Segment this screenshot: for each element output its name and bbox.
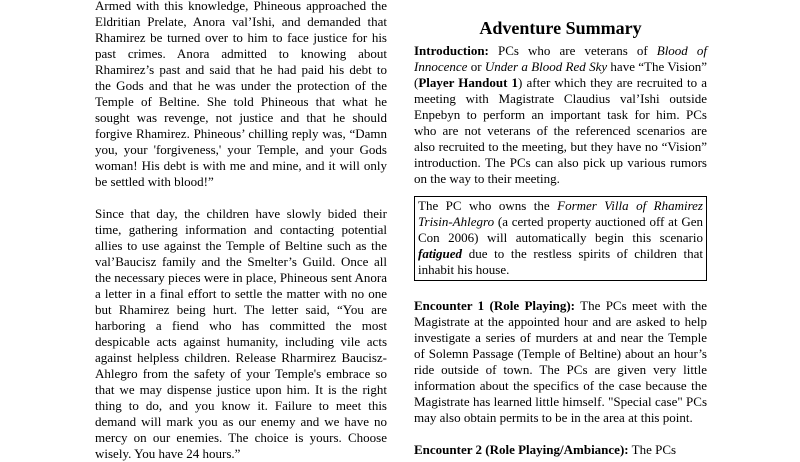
encounter-2-paragraph: Encounter 2 (Role Playing/Ambiance): The PCs <box>414 442 677 457</box>
right-column <box>414 0 707 458</box>
encounter-2-label: Encounter 2 (Role Playing/Ambiance): <box>414 442 629 457</box>
section-heading: Adventure Summary <box>479 18 642 38</box>
story-paragraph: Since that day, the children have slowly bided their time, gathering information and contacting potential allies to use against the Temple of Beltine such as the val’Baucisz family and the Smelter’s Guild. Once all the necessary pieces were in place, Phineous sent Anora a letter in a final effort to settle the matter with no one but Rhamirez being hurt. The letter said, “You are harboring a fiend who has committed the most despicable acts against humanity, including vile acts against helpless children. Release Rharmirez Baucisz-Ahlegro from the safety of your Temple's embrace so that we may dispense justice upon him. It is the right thing to do, and you know it. Failure to meet this demand will mark you as our enemy and we have no mercy on our enemies. The choice is yours. Choose wisely. You have 24 hours.” <box>95 206 387 461</box>
callout-box <box>414 196 707 281</box>
callout-text: The PC who owns the Former Villa of Rhamirez Trisin-Ahlegro (a certed property auctioned off at Gen Con 2006) will automatically begin this scenario fatigued due to the restless spirits of children that inhabit his house. <box>418 198 703 277</box>
encounter-1-label: Encounter 1 (Role Playing): <box>414 298 575 313</box>
story-paragraph: Armed with this knowledge, Phineous approached the Eldritian Prelate, Anora val’Ishi, and demanded that Rhamirez be turned over to him to face justice for his past crimes. Anora admitted to knowing about Rhamirez’s past and said that he had paid his debt to the Gods and that he was under the protection of the Temple of Beltine. She told Phineous that what he sought was revenge, not justice and that he should forgive Rhamirez. Phineous’ chilling reply was, “Damn you, your 'forgiveness,' your Temple, and your Gods woman! His debt is with me and mine, and it will only be settled with blood!” <box>95 0 387 189</box>
left-column <box>95 0 387 462</box>
introduction-paragraph: Introduction: PCs who are veterans of Blood of Innocence or Under a Blood Red Sky have “The Vision” (Player Handout 1) after which they are recruited to a meeting with Magistrate Claudius val’Ishi outside Enpebyn to perform an important task for him. PCs who are not veterans of the referenced scenarios are also recruited to the meeting, but they have no “Vision” introduction. The PCs can also pick up various rumors on the way to their meeting. <box>414 43 707 186</box>
encounter-1-paragraph: Encounter 1 (Role Playing): The PCs meet with the Magistrate at the appointed hour and are asked to help investigate a series of murders at and near the Temple of Solemn Passage (Temple of Beltine) about an hour’s ride outside of town. The PCs are given very little information about the specifics of the case because the Magistrate has learned little himself. "Special case" PCs may also obtain permits to be in the area at this point. <box>414 298 707 425</box>
introduction-label: Introduction: <box>414 43 489 58</box>
